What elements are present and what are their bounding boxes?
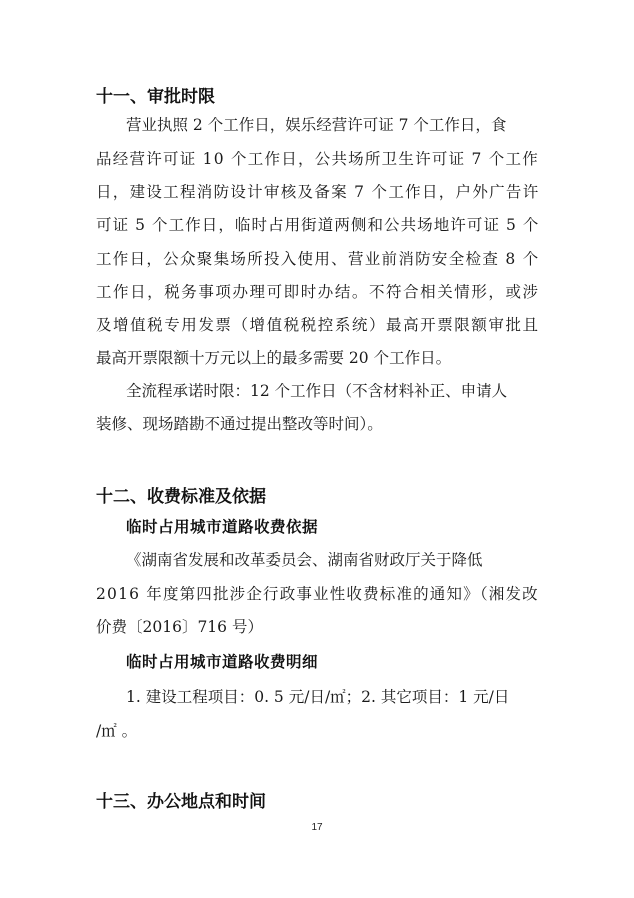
section-11-heading: 十一、审批时限	[96, 87, 215, 107]
s12-para2-line-2: /㎡ 。	[96, 722, 138, 740]
s12-para1-line-1: 《湖南省发展和改革委员会、湖南省财政厅关于降低	[126, 551, 483, 569]
s12-para1-line-2: 2016 年度第四批涉企行政事业性收费标准的通知》（湘发改	[96, 585, 539, 603]
s11-para1-line-5: 工作日，公众聚集场所投入使用、营业前消防安全检查 8 个	[96, 250, 540, 268]
s11-para1-line-7: 及增值税专用发票（增值税税控系统）最高开票限额审批且	[96, 316, 540, 334]
s12-subheading-fee-details: 临时占用城市道路收费明细	[126, 653, 319, 671]
s11-para1-line-6: 工作日，税务事项办理可即时办结。不符合相关情形，或涉	[96, 283, 540, 301]
s11-para1-line-3: 日，建设工程消防设计审核及备案 7 个工作日，户外广告许	[96, 183, 540, 201]
s12-para2-line-1: 1. 建设工程项目：0. 5 元/日/㎡；2. 其它项目：1 元/日	[126, 688, 510, 706]
section-13-heading: 十三、办公地点和时间	[96, 792, 266, 812]
s11-para1-line-8: 最高开票限额十万元以上的最多需要 20 个工作日。	[96, 349, 452, 367]
page-number: 17	[311, 822, 323, 833]
s12-para1-line-3: 价费〔2016〕716 号）	[96, 618, 263, 636]
s11-para1-line-4: 可证 5 个工作日，临时占用街道两侧和公共场地许可证 5 个	[96, 216, 540, 234]
s12-subheading-fee-basis: 临时占用城市道路收费依据	[126, 518, 319, 536]
s11-para1-line-2: 品经营许可证 10 个工作日，公共场所卫生许可证 7 个工作	[96, 150, 540, 168]
section-12-heading: 十二、收费标准及依据	[96, 487, 266, 507]
s11-para1-line-1: 营业执照 2 个工作日，娱乐经营许可证 7 个工作日，食	[126, 116, 507, 134]
s11-para2-line-2: 装修、现场踏勘不通过提出整改等时间）。	[96, 415, 383, 433]
s11-para2-line-1: 全流程承诺时限：12 个工作日（不含材料补正、申请人	[126, 382, 508, 400]
